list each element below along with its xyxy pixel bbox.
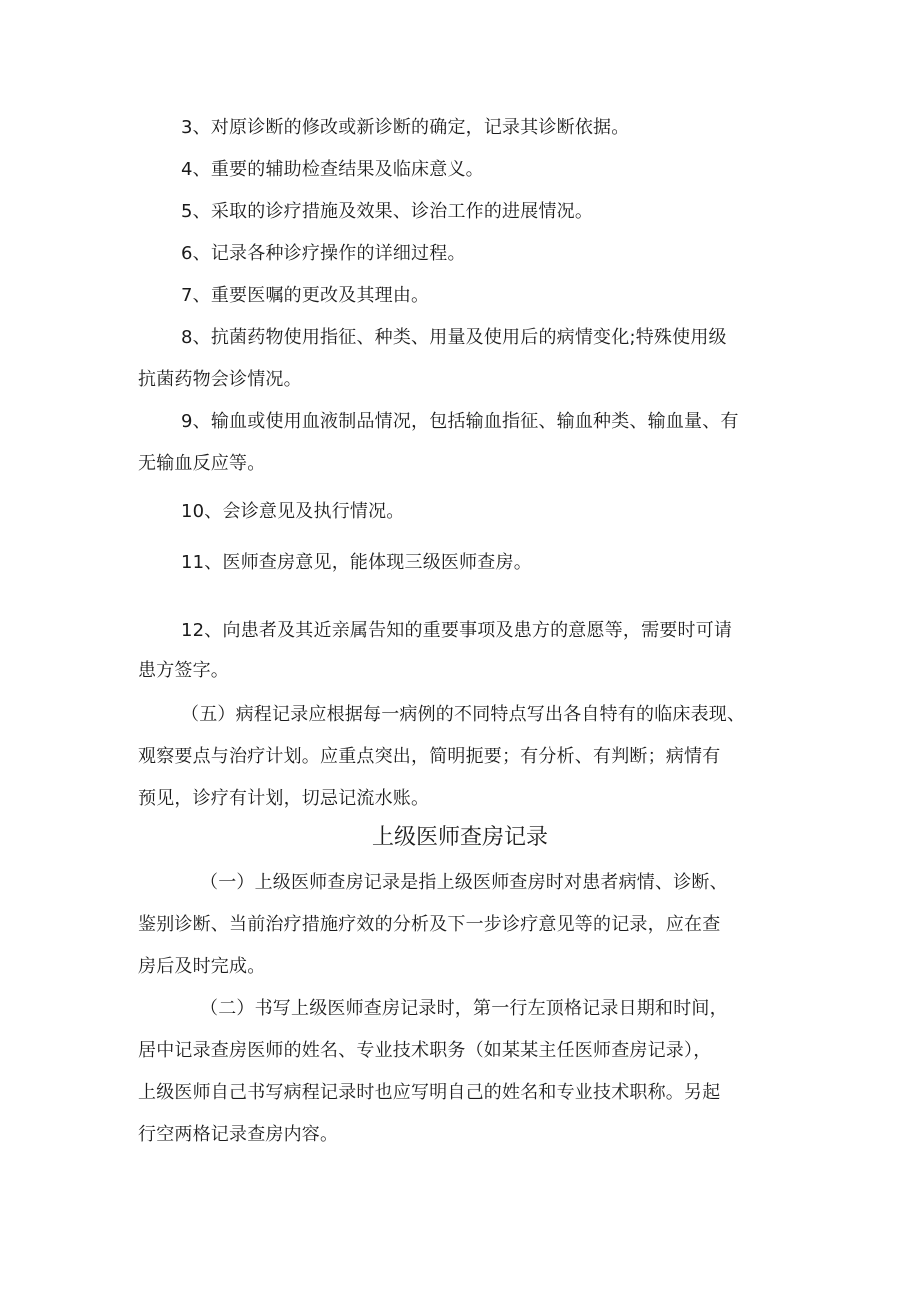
item-9-line-2: 无输血反应等。 — [138, 453, 266, 474]
para-2-line-1: （二）书写上级医师查房记录时，第一行左顶格记录日期和时间， — [200, 998, 728, 1019]
item-7: 7、重要医嘱的更改及其理由。 — [181, 285, 430, 306]
para-1-line-1: （一）上级医师查房记录是指上级医师查房时对患者病情、诊断、 — [200, 872, 728, 893]
item-11: 11、医师查房意见，能体现三级医师查房。 — [181, 552, 532, 573]
para-2-line-4: 行空两格记录查房内容。 — [138, 1124, 339, 1145]
section-5-line-2: 观察要点与治疗计划。应重点突出，简明扼要；有分析、有判断；病情有 — [138, 746, 721, 767]
item-9-line-1: 9、输血或使用血液制品情况，包括输血指征、输血种类、输血量、有 — [181, 411, 739, 432]
para-2-line-3: 上级医师自己书写病程记录时也应写明自己的姓名和专业技术职称。另起 — [138, 1082, 721, 1103]
item-5: 5、采取的诊疗措施及效果、诊治工作的进展情况。 — [181, 201, 594, 222]
section-heading: 上级医师查房记录 — [371, 825, 548, 850]
para-1-line-2: 鉴别诊断、当前治疗措施疗效的分析及下一步诊疗意见等的记录，应在查 — [138, 914, 721, 935]
item-3: 3、对原诊断的修改或新诊断的确定，记录其诊断依据。 — [181, 117, 630, 138]
item-10: 10、会诊意见及执行情况。 — [181, 501, 405, 522]
para-1-line-3: 房后及时完成。 — [138, 956, 266, 977]
item-6: 6、记录各种诊疗操作的详细过程。 — [181, 243, 466, 264]
section-5-line-1: （五）病程记录应根据每一病例的不同特点写出各自特有的临床表现、 — [181, 704, 746, 725]
item-8-line-1: 8、抗菌药物使用指征、种类、用量及使用后的病情变化;特殊使用级 — [181, 327, 727, 348]
item-12-line-2: 患方签字。 — [138, 660, 229, 681]
para-2-line-2: 居中记录查房医师的姓名、专业技术职务（如某某主任医师查房记录）， — [138, 1040, 712, 1061]
item-4: 4、重要的辅助检查结果及临床意义。 — [181, 159, 484, 180]
item-12-line-1: 12、向患者及其近亲属告知的重要事项及患方的意愿等，需要时可请 — [181, 620, 733, 641]
item-8-line-2: 抗菌药物会诊情况。 — [138, 369, 302, 390]
section-5-line-3: 预见，诊疗有计划，切忌记流水账。 — [138, 788, 430, 809]
